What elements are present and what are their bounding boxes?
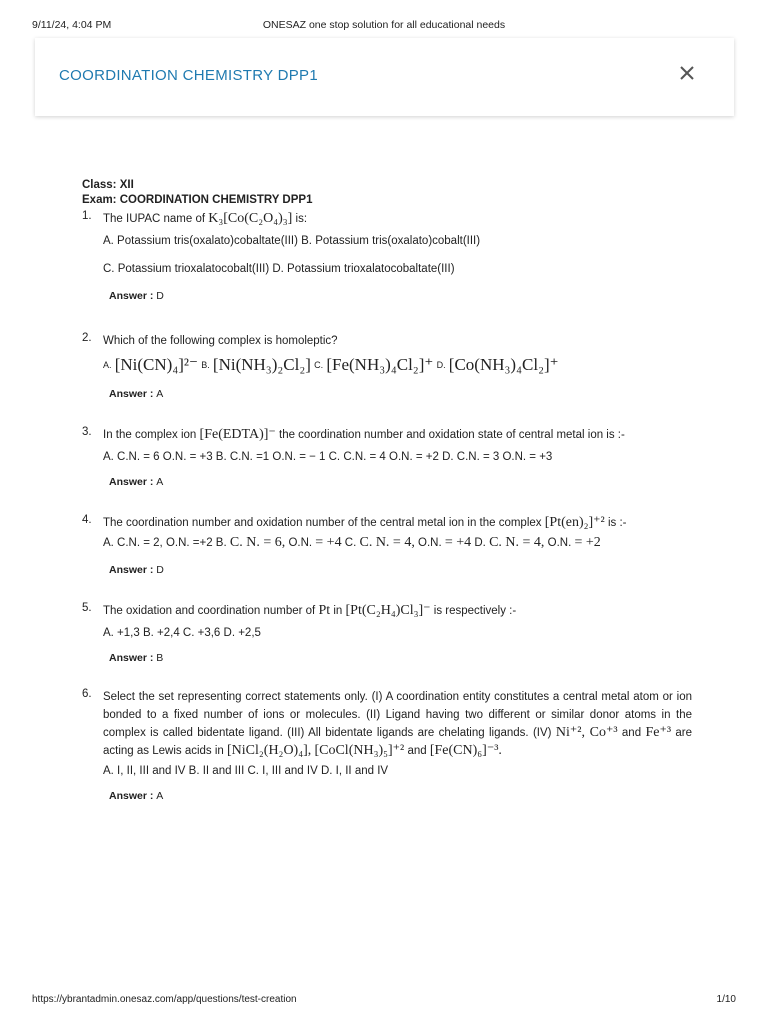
formula: = +4 [444,535,472,550]
formula: Ni⁺², Co⁺³ [555,725,618,740]
option-label: C. [314,360,324,370]
answer-label: Answer : [109,388,154,400]
option-text: O.N. [547,537,572,549]
formula: Fe⁺³ [645,725,672,740]
question-text: The coordination number and oxidation number of the central metal ion in the complex [103,517,542,529]
answer-value: A [156,476,164,488]
dpp-header-card [35,38,734,116]
answer-label: Answer : [109,476,154,488]
option-label: A. [103,360,112,370]
option-line: A. I, II, III and IV B. II and III C. I, III and IV D. I, II and IV [103,765,389,777]
answer-value: D [156,564,164,576]
answer [103,564,692,576]
formula: = +2 [574,535,601,550]
option-text: A. C.N. = 2, O.N. =+2 B. [103,537,227,549]
option-text: O.N. [418,537,442,549]
question-text: are acting as Lewis acids in [103,727,693,757]
option-line: A. C.N. = 6 O.N. = +3 B. C.N. =1 O.N. = − 1 C. C.N. = 4 O.N. = +2 D. C.N. = 3 O.N. = +3 [103,451,553,463]
option-label: B. [201,360,210,370]
formula: [Fe(NH₃)₄Cl₂]⁺ [326,355,434,374]
answer [103,652,692,664]
formula: [NiCl₂(H₂O)₄], [227,743,312,758]
question-3 [82,426,692,488]
question-text: The IUPAC name of [103,213,206,225]
option-label: D. [474,537,486,549]
print-header [32,19,736,33]
print-page-title: ONESAZ one stop solution for all educational needs [262,19,506,31]
answer [103,388,692,400]
question-text: is respectively :- [433,605,517,617]
question-number: 4. [82,514,92,526]
question-text: Select the set representing correct statements only. (I) A coordination entity constitutes a central metal atom or ion bonded to a fixed number of ions or molecules. (II) Ligand having two different or similar donor atoms in the complex is called bidentate ligand. (III) All bidentate ligands are chelating ligands. (IV) [103,691,692,739]
formula: [Co(NH₃)₄Cl₂]⁺ [448,355,559,374]
formula: [Ni(NH₃)₂Cl₂] [212,355,311,374]
question-number: 5. [82,602,92,614]
question-1 [82,210,692,302]
question-text: the coordination number and oxidation state of central metal ion is :- [279,429,625,441]
answer-value: A [156,790,164,802]
option-label: D. [436,360,446,370]
answer-label: Answer : [109,290,154,302]
print-footer [32,994,736,1008]
option-line: A. Potassium tris(oxalato)cobaltate(III) B. Potassium tris(oxalato)cobalt(III) [103,235,481,247]
question-number: 1. [82,210,92,222]
answer-label: Answer : [109,652,154,664]
formula: Pt [318,603,331,618]
class-line: Class: XII [82,179,134,191]
answer [103,790,692,802]
formula: = +4 [315,535,342,550]
question-list [82,178,692,802]
formula: [Pt(en)₂]⁺² [544,515,605,530]
question-number: 6. [82,688,92,700]
print-datetime: 9/11/24, 4:04 PM [32,19,112,31]
print-url: https://ybrantadmin.onesaz.com/app/questions/test-creation [32,994,297,1005]
formula: C. N. = 4, [359,535,415,550]
question-number: 2. [82,332,92,344]
formula: C. N. = 6, [229,535,286,550]
formula: C. N. = 4, [489,535,545,550]
formula: K₃[Co(C₂O₄)₃] [208,211,293,226]
question-text: in [333,605,343,617]
option-line: A. +1,3 B. +2,4 C. +3,6 D. +2,5 [103,627,261,639]
question-5 [82,602,692,664]
question-text: is: [295,213,308,225]
answer-value: B [156,652,164,664]
formula: [Fe(EDTA)]⁻ [199,427,276,442]
answer-value: A [156,388,164,400]
exam-line: Exam: COORDINATION CHEMISTRY DPP1 [82,194,313,206]
answer-label: Answer : [109,790,154,802]
question-4 [82,514,692,576]
question-text: In the complex ion [103,429,197,441]
answer-label: Answer : [109,564,154,576]
question-text: The oxidation and coordination number of [103,605,316,617]
formula: [CoCl(NH₃)₅]⁺² [314,743,405,758]
question-text: and [407,745,427,757]
question-number: 3. [82,426,92,438]
question-6 [82,688,692,802]
question-text: Which of the following complex is homoleptic? [103,335,338,347]
card-title: COORDINATION CHEMISTRY DPP1 [59,67,318,84]
formula: [Fe(CN)₆]⁻³. [429,743,502,758]
formula: [Ni(CN)₄]²⁻ [114,355,198,374]
answer [103,290,692,302]
page-number: 1/10 [716,994,736,1005]
option-text: O.N. [288,537,313,549]
answer [103,476,692,488]
option-label: C. [344,537,357,549]
question-text: and [621,727,642,739]
question-text: is :- [607,517,627,529]
answer-value: D [156,290,164,302]
option-line: C. Potassium trioxalatocobalt(III) D. Potassium trioxalatocobaltate(III) [103,263,455,275]
formula: [Pt(C₂H₄)Cl₃]⁻ [345,603,431,618]
close-icon[interactable] [676,62,698,84]
question-2 [82,332,692,400]
